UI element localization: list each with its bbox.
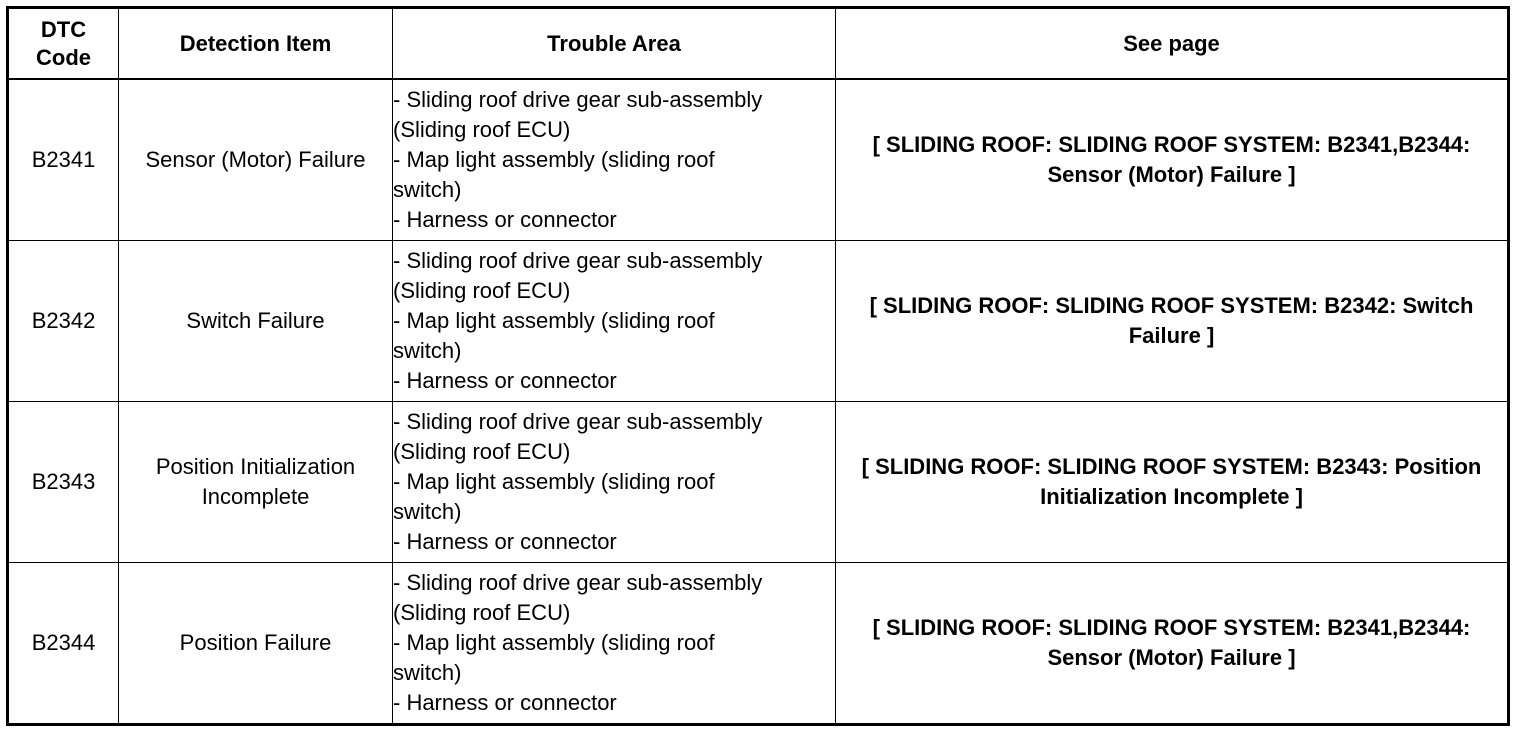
dtc-table [6, 6, 1510, 726]
trouble-area-cell [393, 402, 836, 563]
see-page-link[interactable]: [ SLIDING ROOF: SLIDING ROOF SYSTEM: B2343: Position Initialization Incomplete ] [836, 402, 1509, 563]
trouble-area-line: - Harness or connector [393, 368, 617, 393]
see-page-link[interactable]: [ SLIDING ROOF: SLIDING ROOF SYSTEM: B2341,B2344: Sensor (Motor) Failure ] [836, 563, 1509, 725]
trouble-area-line: - Harness or connector [393, 690, 617, 715]
trouble-area-line: switch) [393, 177, 462, 202]
trouble-area-line: (Sliding roof ECU) [393, 439, 571, 464]
trouble-area-line: switch) [393, 660, 462, 685]
trouble-area-cell [393, 563, 836, 725]
see-page-link[interactable]: [ SLIDING ROOF: SLIDING ROOF SYSTEM: B2341,B2344: Sensor (Motor) Failure ] [836, 79, 1509, 241]
header-trouble-area: Trouble Area [393, 8, 836, 80]
trouble-area-line: - Harness or connector [393, 207, 617, 232]
trouble-area-line: - Map light assembly (sliding roof [393, 630, 715, 655]
table-row [8, 402, 1509, 563]
trouble-area-line: - Sliding roof drive gear sub-assembly [393, 570, 763, 595]
header-dtc-code-line1: DTC [40, 16, 87, 42]
trouble-area-line: (Sliding roof ECU) [393, 600, 571, 625]
see-page-link[interactable]: [ SLIDING ROOF: SLIDING ROOF SYSTEM: B2342: Switch Failure ] [836, 241, 1509, 402]
detection-item-cell: Position Failure [119, 563, 393, 725]
detection-item-cell: Sensor (Motor) Failure [119, 79, 393, 241]
header-dtc-code [8, 8, 119, 80]
trouble-area-line: - Sliding roof drive gear sub-assembly [393, 248, 763, 273]
table-row [8, 563, 1509, 725]
trouble-area-line: - Sliding roof drive gear sub-assembly [393, 87, 763, 112]
trouble-area-line: (Sliding roof ECU) [393, 278, 571, 303]
trouble-area-line: switch) [393, 499, 462, 524]
dtc-code-cell: B2344 [8, 563, 119, 725]
trouble-area-cell [393, 79, 836, 241]
trouble-area-line: - Harness or connector [393, 529, 617, 554]
trouble-area-line: - Map light assembly (sliding roof [393, 147, 715, 172]
dtc-code-cell: B2342 [8, 241, 119, 402]
trouble-area-line: (Sliding roof ECU) [393, 117, 571, 142]
header-dtc-code-line2: Code [36, 44, 91, 70]
header-row [8, 8, 1509, 80]
trouble-area-line: - Map light assembly (sliding roof [393, 469, 715, 494]
trouble-area-line: - Sliding roof drive gear sub-assembly [393, 409, 763, 434]
table-row [8, 79, 1509, 241]
trouble-area-line: switch) [393, 338, 462, 363]
table-row [8, 241, 1509, 402]
dtc-code-cell: B2343 [8, 402, 119, 563]
detection-item-cell: Position Initialization Incomplete [119, 402, 393, 563]
header-see-page: See page [836, 8, 1509, 80]
header-detection-item: Detection Item [119, 8, 393, 80]
trouble-area-line: - Map light assembly (sliding roof [393, 308, 715, 333]
detection-item-cell: Switch Failure [119, 241, 393, 402]
trouble-area-cell [393, 241, 836, 402]
dtc-code-cell: B2341 [8, 79, 119, 241]
